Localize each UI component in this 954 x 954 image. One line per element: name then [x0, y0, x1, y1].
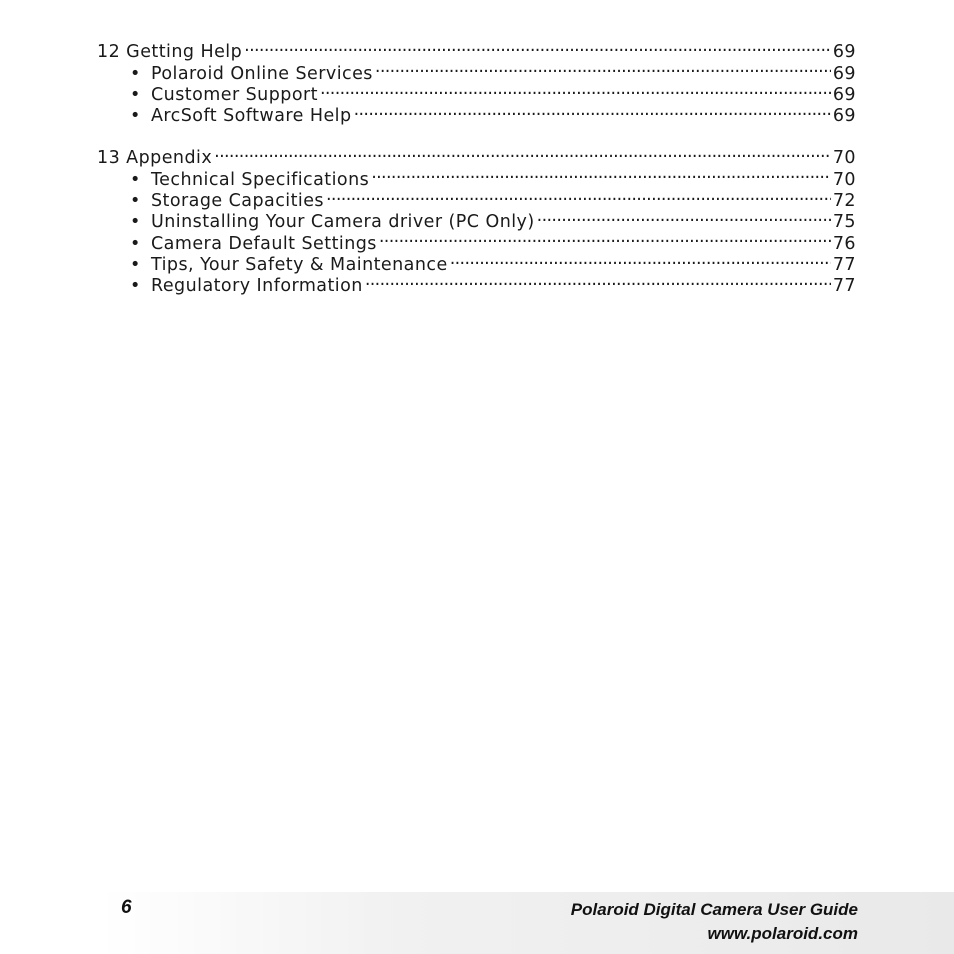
toc-page-number: 76: [832, 233, 856, 254]
toc-item-label: Customer Support: [151, 84, 318, 105]
dot-leader: [371, 163, 831, 184]
bullet-icon: •: [130, 63, 141, 84]
bullet-icon: •: [130, 212, 141, 233]
dot-leader: [214, 142, 831, 163]
toc-page-number: 77: [832, 254, 856, 275]
page-number: 6: [121, 897, 132, 918]
bullet-icon: •: [130, 276, 141, 297]
toc-page-number: 69: [832, 63, 856, 84]
toc-page-number: 70: [832, 148, 856, 169]
toc-page-number: 70: [832, 169, 856, 190]
bullet-icon: •: [130, 84, 141, 105]
toc-heading[interactable]: [97, 36, 856, 63]
bullet-icon: •: [130, 254, 141, 275]
toc-page-number: 69: [832, 106, 856, 127]
bullet-icon: •: [130, 191, 141, 212]
toc-item-label: ArcSoft Software Help: [151, 106, 352, 127]
toc-item-label: Tips, Your Safety & Maintenance: [151, 254, 448, 275]
toc-item-label: Camera Default Settings: [151, 233, 377, 254]
toc-item-label: Polaroid Online Services: [151, 63, 373, 84]
toc-item-label: Storage Capacities: [151, 191, 324, 212]
dot-leader: [375, 57, 831, 78]
bullet-icon: •: [130, 169, 141, 190]
dot-leader: [326, 185, 831, 206]
dot-leader: [379, 227, 831, 248]
guide-title: Polaroid Digital Camera User Guide: [570, 900, 858, 919]
toc-section-appendix: [97, 142, 856, 297]
toc-page-number: 77: [832, 276, 856, 297]
toc-page-number: 75: [832, 212, 856, 233]
toc-heading[interactable]: [97, 142, 856, 169]
page-footer: [100, 892, 954, 954]
toc-heading-label: 13 Appendix: [97, 148, 213, 169]
toc-item-label: Regulatory Information: [151, 276, 363, 297]
dot-leader: [450, 249, 831, 270]
toc-heading-label: 12 Getting Help: [97, 42, 243, 63]
dot-leader: [244, 36, 831, 57]
dot-leader: [354, 100, 831, 121]
table-of-contents: [97, 36, 856, 312]
website-link[interactable]: www.polaroid.com: [707, 924, 858, 943]
bullet-icon: •: [130, 106, 141, 127]
toc-item-label: Technical Specifications: [151, 169, 370, 190]
toc-section-getting-help: [97, 36, 856, 127]
dot-leader: [365, 270, 831, 291]
toc-page-number: 72: [832, 191, 856, 212]
toc-page-number: 69: [832, 84, 856, 105]
dot-leader: [537, 206, 831, 227]
toc-page-number: 69: [832, 42, 856, 63]
toc-item-label: Uninstalling Your Camera driver (PC Only): [151, 212, 535, 233]
bullet-icon: •: [130, 233, 141, 254]
dot-leader: [320, 79, 831, 100]
